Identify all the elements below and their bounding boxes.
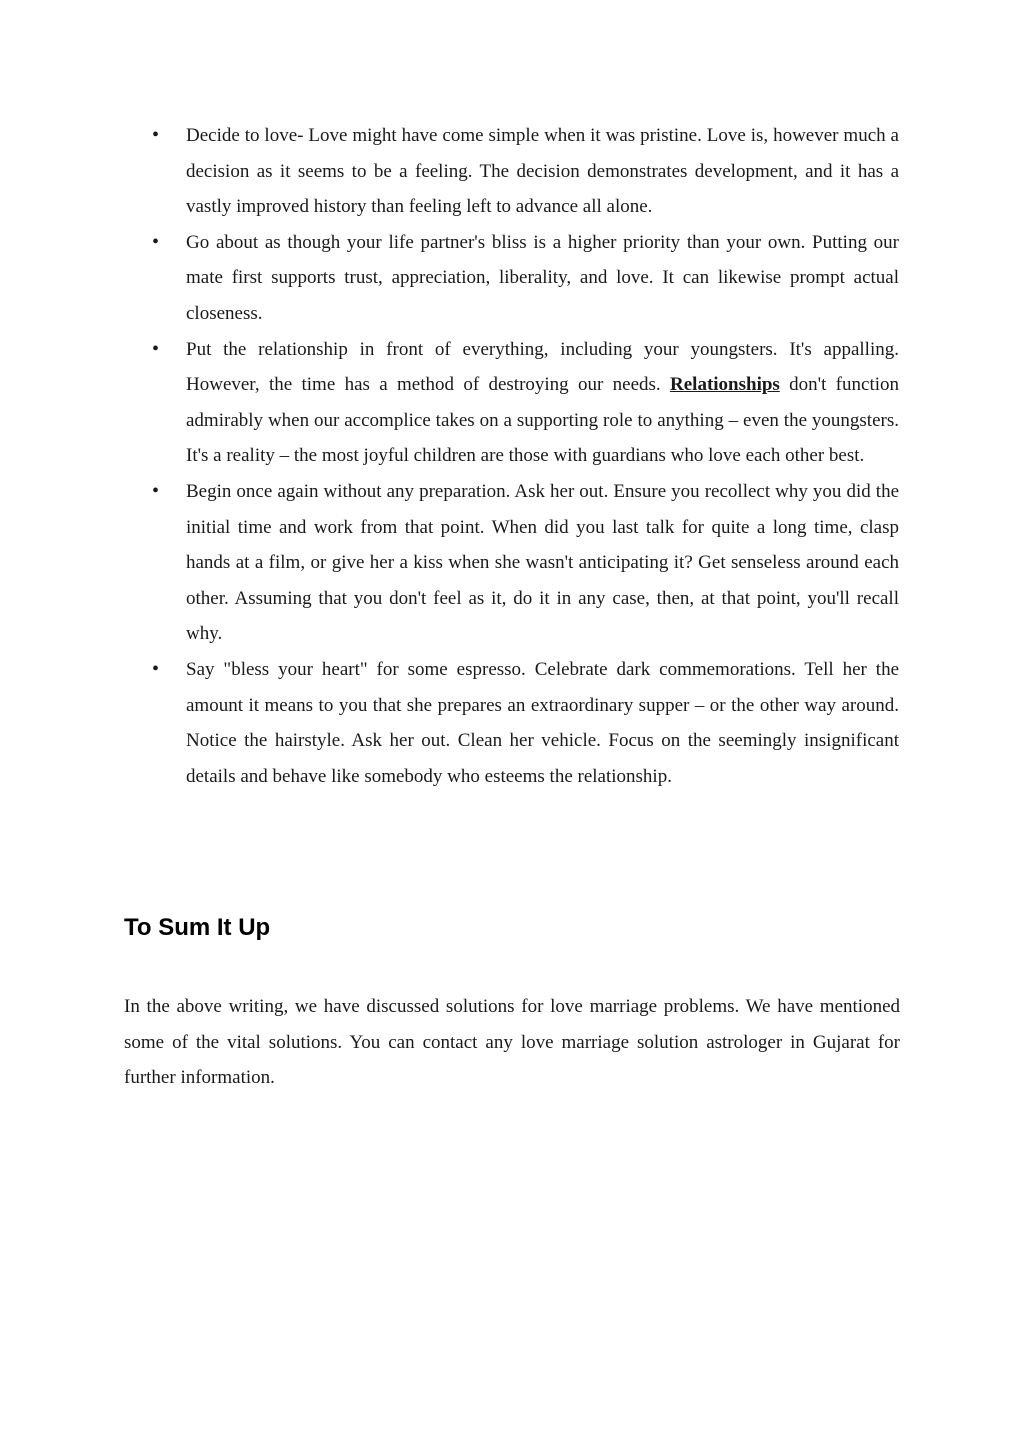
tips-bullet-list: [186, 118, 899, 794]
bullet-text: Begin once again without any preparation. Ask her out. Ensure you recollect why you did the initial time and work from that point. When did you last talk for quite a long time, clasp hands at a film, or give her a kiss when she wasn't anticipating it? Get senseless around each other. Assuming that you don't feel as it, do it in any case, then, at that point, you'll recall why.: [186, 480, 899, 645]
relationships-link[interactable]: Relationships: [670, 374, 780, 396]
bullet-text: Say "bless your heart" for some espresso. Celebrate dark commemorations. Tell her the amount it means to you that she prepares an extraordinary supper – or the other way around. Notice the hairstyle. Ask her out. Clean her vehicle. Focus on the seemingly insignificant details and behave like somebody who esteems the relationship.: [186, 658, 899, 787]
summary-paragraph: In the above writing, we have discussed solutions for love marriage problems. We have mentioned some of the vital solutions. You can contact any love marriage solution astrologer in Gujarat for further information.: [124, 996, 900, 1089]
bullet-item-begin-again: [186, 474, 899, 652]
bullet-text: Go about as though your life partner's bliss is a higher priority than your own. Putting our mate first supports trust, appreciation, liberality, and love. It can likewise prompt actual closeness.: [186, 231, 899, 324]
bullet-text-after-link: don't function admirably when our accomplice takes on a supporting role to anything – even the youngsters. It's a reality – the most joyful children are those with guardians who love each other best.: [186, 374, 900, 467]
bullet-item-relationship-first: [186, 332, 899, 474]
bullet-item-partner-bliss: [186, 225, 899, 332]
bullet-item-decide-to-love: [186, 118, 899, 225]
bullet-text-before-link: Put the relationship in front of everything, including your youngsters. It's appalling. However, the time has a method of destroying our needs.: [186, 338, 899, 396]
section-heading: To Sum It Up: [124, 914, 271, 941]
bullet-item-say-thanks: [186, 652, 899, 794]
bullet-text: Decide to love- Love might have come simple when it was pristine. Love is, however much a decision as it seems to be a feeling. The decision demonstrates development, and it has a vastly improved history than feeling left to advance all alone.: [186, 125, 899, 218]
